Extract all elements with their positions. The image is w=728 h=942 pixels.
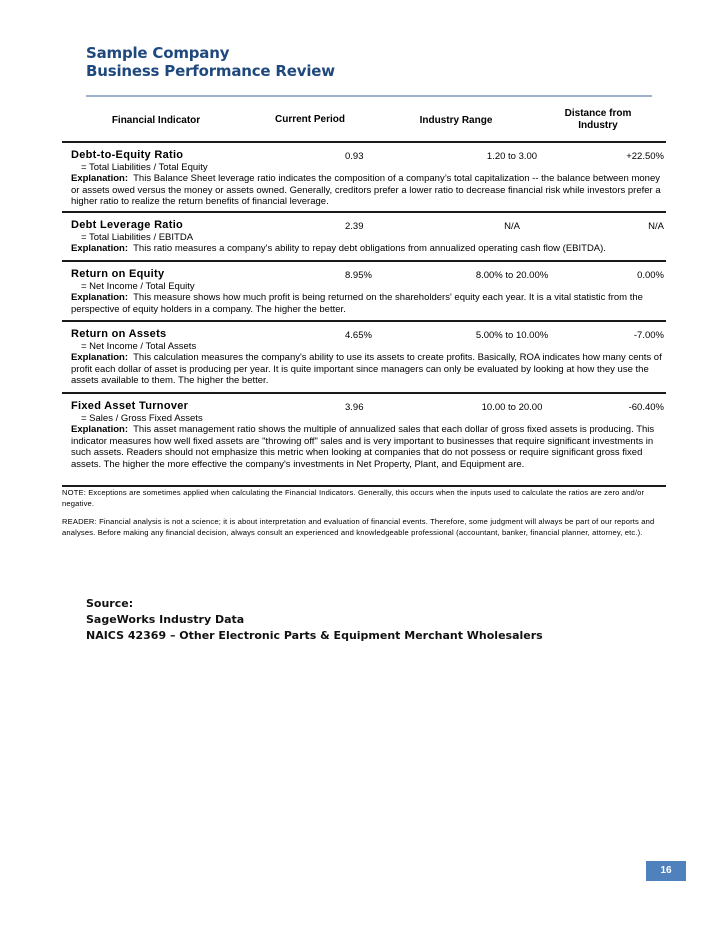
- indicator-row: [62, 392, 666, 486]
- explanation-label: Explanation:: [71, 292, 129, 303]
- indicator-row: [62, 211, 666, 260]
- indicator-industry-range: N/A: [504, 221, 520, 232]
- indicator-name: Debt Leverage Ratio: [71, 219, 184, 231]
- indicator-current-value: 0.93: [345, 151, 364, 162]
- explanation-label: Explanation:: [71, 352, 129, 363]
- notes-section: [62, 485, 666, 546]
- indicator-current-value: 2.39: [345, 221, 364, 232]
- indicator-row: [62, 260, 666, 320]
- source-provider: SageWorks Industry Data: [86, 613, 245, 626]
- indicator-current-value: 3.96: [345, 402, 364, 413]
- column-header-current: Current Period: [274, 114, 345, 125]
- column-header-range: Industry Range: [419, 115, 493, 126]
- explanation-label: Explanation:: [71, 173, 129, 184]
- indicator-distance: +22.50%: [626, 151, 664, 162]
- indicator-formula: = Sales / Gross Fixed Assets: [81, 413, 203, 424]
- source-label: Source:: [86, 597, 134, 610]
- indicator-industry-range: 8.00% to 20.00%: [475, 270, 549, 281]
- indicator-industry-range: 10.00 to 20.00: [481, 402, 543, 413]
- indicator-name: Return on Equity: [71, 268, 165, 280]
- report-title: Business Performance Review: [86, 62, 335, 80]
- indicator-distance: N/A: [648, 221, 664, 232]
- explanation-text: This Balance Sheet leverage ratio indicates the composition of a company’s total capitalization -- the balance between money or assets owed versus the money or assets owned. Generally, creditors prefer a lower ratio to decrease financial risk while investors prefer a higher ratio to realize the return benefits of financial leverage.: [71, 173, 661, 207]
- indicator-explanation: [62, 352, 666, 387]
- source-naics: NAICS 42369 – Other Electronic Parts & Equipment Merchant Wholesalers: [86, 629, 543, 642]
- indicator-row: [62, 320, 666, 392]
- company-name: Sample Company: [86, 44, 230, 62]
- indicator-formula: = Total Liabilities / Total Equity: [81, 162, 208, 173]
- column-header-distance: Distance from Industry: [564, 108, 632, 131]
- explanation-text: This measure shows how much profit is being returned on the shareholders' equity each year. It is a vital statistic from the perspective of equity holders in a company. The higher the better.: [71, 292, 643, 315]
- indicator-explanation: [62, 173, 666, 208]
- column-header-indicator: Financial Indicator: [111, 115, 201, 126]
- explanation-text: This asset management ratio shows the multiple of annualized sales that each dollar of gross fixed assets is producing. This indicator measures how well fixed assets are "throwing off" sales and is very important to businesses that require significant investments in such assets. Readers should not emphasize this metric when looking at companies that do not possess or require significant gross fixed assets. The higher the more effective the company's investments in Net Property, Plant, and Equipment are.: [71, 424, 655, 470]
- indicator-name: Fixed Asset Turnover: [71, 400, 189, 412]
- indicator-row: [62, 141, 666, 211]
- source-block: [86, 596, 543, 644]
- indicator-distance: -7.00%: [633, 330, 664, 341]
- indicator-formula: = Total Liabilities / EBITDA: [81, 232, 194, 243]
- indicator-formula: = Net Income / Total Equity: [81, 281, 195, 292]
- page-number-badge: 16: [646, 861, 686, 881]
- header-divider: [86, 95, 652, 97]
- indicator-table: [62, 141, 666, 486]
- indicator-name: Debt-to-Equity Ratio: [71, 149, 184, 161]
- indicator-current-value: 8.95%: [345, 270, 372, 281]
- indicator-explanation: [62, 424, 666, 470]
- indicator-distance: -60.40%: [628, 402, 664, 413]
- indicator-industry-range: 1.20 to 3.00: [486, 151, 538, 162]
- explanation-text: This ratio measures a company's ability to repay debt obligations from annualized operating cash flow (EBITDA).: [133, 243, 606, 254]
- indicator-name: Return on Assets: [71, 328, 167, 340]
- indicator-current-value: 4.65%: [345, 330, 372, 341]
- exceptions-note: NOTE: Exceptions are sometimes applied when calculating the Financial Indicators. Generally, this occurs when the inputs used to calculate the ratios are zero and/or negative.: [62, 488, 645, 508]
- report-header: [86, 44, 335, 80]
- indicator-distance: 0.00%: [637, 270, 664, 281]
- explanation-text: This calculation measures the company's ability to use its assets to create profits. Basically, ROA indicates how many cents of profit each dollar of asset is producing per year. It is quite important since managers can only be evaluated by looking at how they use the assets available to them. The higher the better.: [71, 352, 662, 386]
- explanation-label: Explanation:: [71, 243, 129, 254]
- explanation-label: Explanation:: [71, 424, 129, 435]
- indicator-explanation: [62, 292, 666, 315]
- reader-note: READER: Financial analysis is not a science; it is about interpretation and evaluation of financial events. Therefore, some judgment will always be part of our reports and analyses. Before making any financial decision, always consult an experienced and knowledgeable professional (accountant, banker, financial planner, attorney, etc.).: [62, 517, 655, 537]
- indicator-explanation: [62, 243, 666, 255]
- indicator-formula: = Net Income / Total Assets: [81, 341, 197, 352]
- indicator-industry-range: 5.00% to 10.00%: [475, 330, 549, 341]
